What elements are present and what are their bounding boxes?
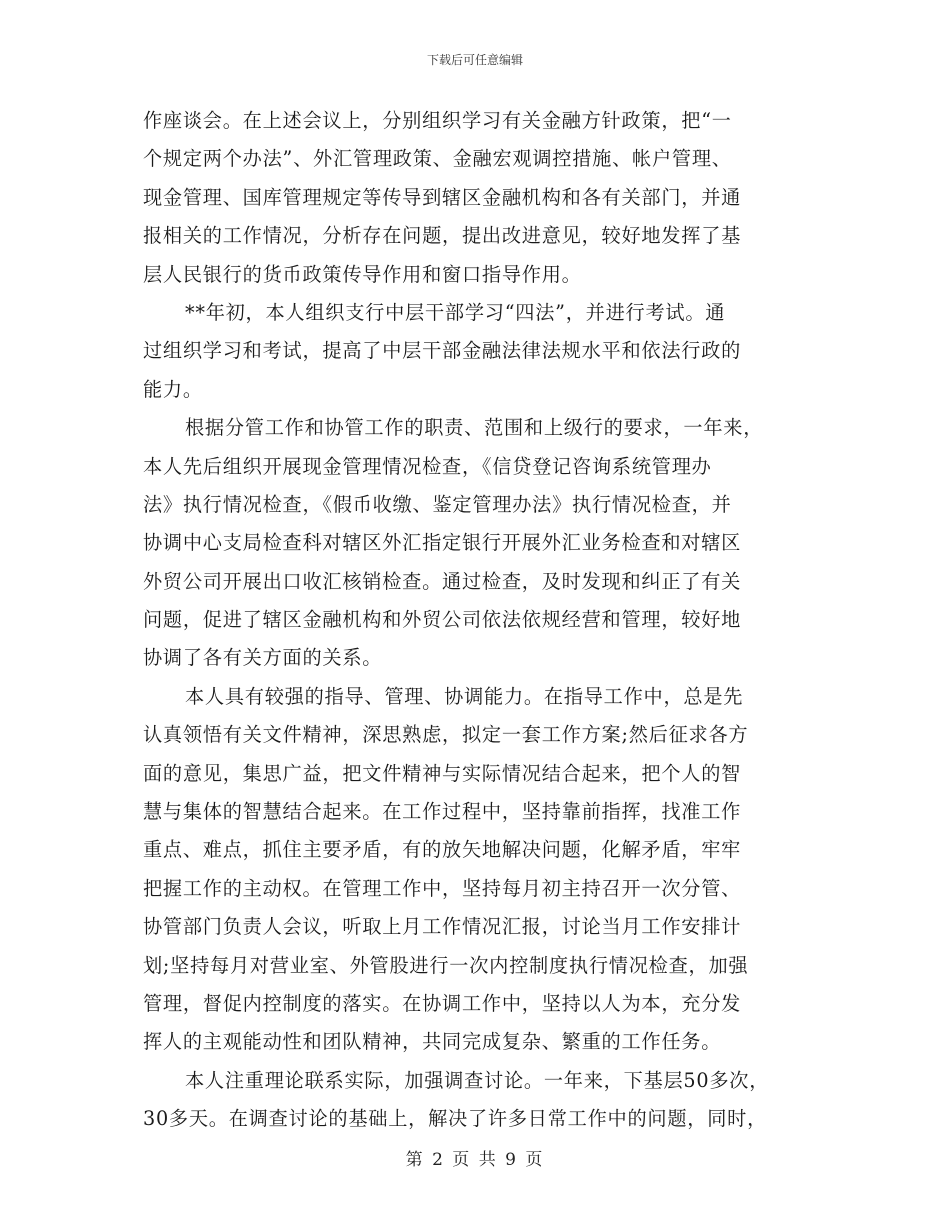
paragraph-start-line: **年初，本人组织支行中层干部学习“四法”，并进行考试。通 [185, 300, 726, 324]
page-number-footer: 第 2 页 共 9 页 [405, 1150, 545, 1170]
text-line: 过组织学习和考试，提高了中层干部金融法律法规水平和依法行政的 [143, 339, 742, 363]
text-line: 外贸公司开展出口收汇核销检查。通过检查，及时发现和纠正了有关 [143, 569, 742, 593]
text-line: 挥人的主观能动性和团队精神，共同完成复杂、繁重的工作任务。 [143, 1030, 722, 1054]
text-line: 问题，促进了辖区金融机构和外贸公司依法依规经营和管理，较好地 [143, 608, 742, 632]
text-line: 认真领悟有关文件精神，深思熟虑，拟定一套工作方案;然后征求各方 [143, 723, 749, 747]
text-line: 协调中心支局检查科对辖区外汇指定银行开展外汇业务检查和对辖区 [143, 531, 742, 555]
text-line: 法》执行情况检查，《假币收缴、鉴定管理办法》执行情况检查，并 [143, 492, 732, 516]
text-line: 重点、难点，抓住主要矛盾，有的放矢地解决问题，化解矛盾，牢牢 [143, 838, 742, 862]
text-line: 报相关的工作情况，分析存在问题，提出改进意见，较好地发挥了基 [143, 224, 742, 248]
text-line: 能力。 [143, 377, 203, 401]
text-line: 协管部门负责人会议，听取上月工作情况汇报，讨论当月工作安排计 [143, 915, 742, 939]
text-line: 本人先后组织开展现金管理情况检查，《信贷登记咨询系统管理办 [143, 454, 712, 478]
text-line: 作座谈会。在上述会议上，分别组织学习有关金融方针政策，把“一 [143, 109, 732, 132]
document-body [143, 102, 811, 1139]
page-header: 下载后可任意编辑 [426, 53, 523, 67]
text-line: 面的意见，集思广益，把文件精神与实际情况结合起来，把个人的智 [143, 761, 742, 785]
paragraph-start-line: 本人注重理论联系实际，加强调查讨论。一年来，下基层50多次， [185, 1068, 770, 1092]
text-line: 协调了各有关方面的关系。 [143, 646, 383, 670]
text-line: 30多天。在调查讨论的基础上，解决了许多日常工作中的问题，同时， [143, 1107, 768, 1131]
text-line: 把握工作的主动权。在管理工作中，坚持每月初主持召开一次分管、 [143, 876, 742, 900]
paragraph-start-line: 根据分管工作和协管工作的职责、范围和上级行的要求，一年来， [185, 416, 764, 440]
text-line: 慧与集体的智慧结合起来。在工作过程中，坚持靠前指挥，找准工作 [143, 800, 742, 824]
text-line: 划;坚持每月对营业室、外管股进行一次内控制度执行情况检查，加强 [143, 953, 749, 977]
text-line: 管理，督促内控制度的落实。在协调工作中，坚持以人为本，充分发 [143, 991, 742, 1015]
text-line: 现金管理、国库管理规定等传导到辖区金融机构和各有关部门，并通 [143, 185, 742, 209]
paragraph-start-line: 本人具有较强的指导、管理、协调能力。在指导工作中，总是先 [185, 684, 744, 708]
text-line: 个规定两个办法”、外汇管理政策、金融宏观调控措施、帐户管理、 [143, 147, 732, 171]
text-line: 层人民银行的货币政策传导作用和窗口指导作用。 [143, 262, 582, 286]
